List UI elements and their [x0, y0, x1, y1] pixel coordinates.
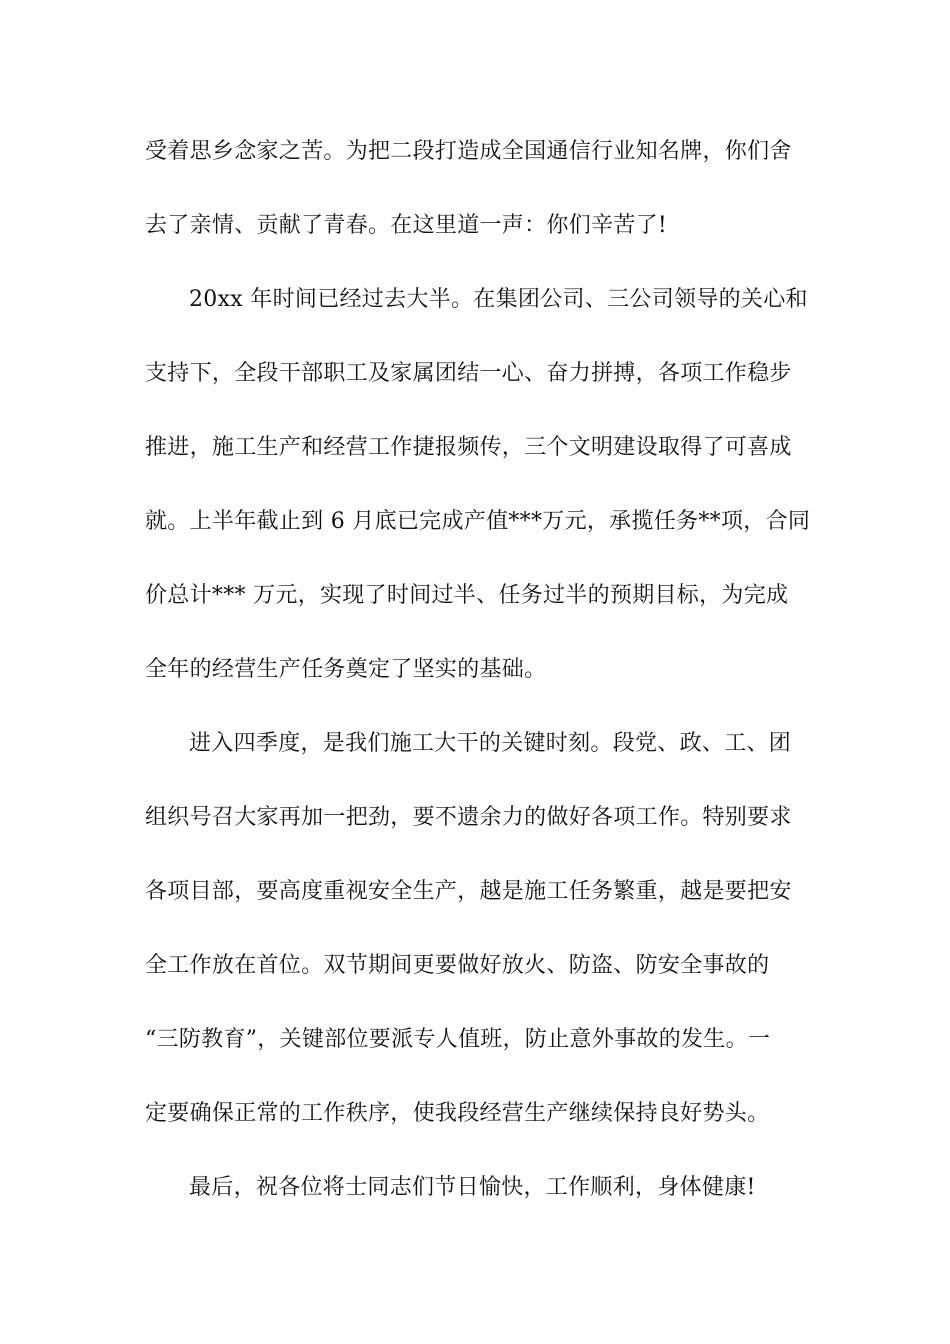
paragraph-line: 就。上半年截止到 6 月底已完成产值***万元，承揽任务**项，合同 [145, 509, 811, 534]
paragraph-line: 推进，施工生产和经营工作捷报频传，三个文明建设取得了可喜成 [145, 435, 792, 460]
paragraph-line: 最后，祝各位将士同志们节日愉快，工作顺利，身体健康! [189, 1175, 756, 1200]
paragraph-line: “三防教育”，关键部位要派专人值班，防止意外事故的发生。一 [145, 1027, 771, 1052]
paragraph-line: 全年的经营生产任务奠定了坚实的基础。 [145, 657, 547, 682]
paragraph-line: 受着思乡念家之苦。为把二段打造成全国通信行业知名牌，你们舍 [145, 139, 792, 164]
paragraph-line: 进入四季度，是我们施工大干的关键时刻。段党、政、工、团 [189, 731, 792, 756]
paragraph-line: 去了亲情、贡献了青春。在这里道一声：你们辛苦了! [145, 213, 668, 238]
paragraph-line: 组织号召大家再加一把劲，要不遗余力的做好各项工作。特别要求 [145, 805, 792, 830]
paragraph-line: 20xx 年时间已经过去大半。在集团公司、三公司领导的关心和 [189, 287, 808, 312]
paragraph-line: 定要确保正常的工作秩序，使我段经营生产继续保持良好势头。 [145, 1101, 770, 1126]
paragraph-line: 全工作放在首位。双节期间更要做好放火、防盗、防安全事故的 [145, 953, 770, 978]
paragraph-line: 各项目部，要高度重视安全生产，越是施工任务繁重，越是要把安 [145, 879, 792, 904]
paragraph-line: 价总计*** 万元，实现了时间过半、任务过半的预期目标，为完成 [145, 583, 789, 608]
paragraph-line: 支持下，全段干部职工及家属团结一心、奋力拼搏，各项工作稳步 [145, 361, 792, 386]
